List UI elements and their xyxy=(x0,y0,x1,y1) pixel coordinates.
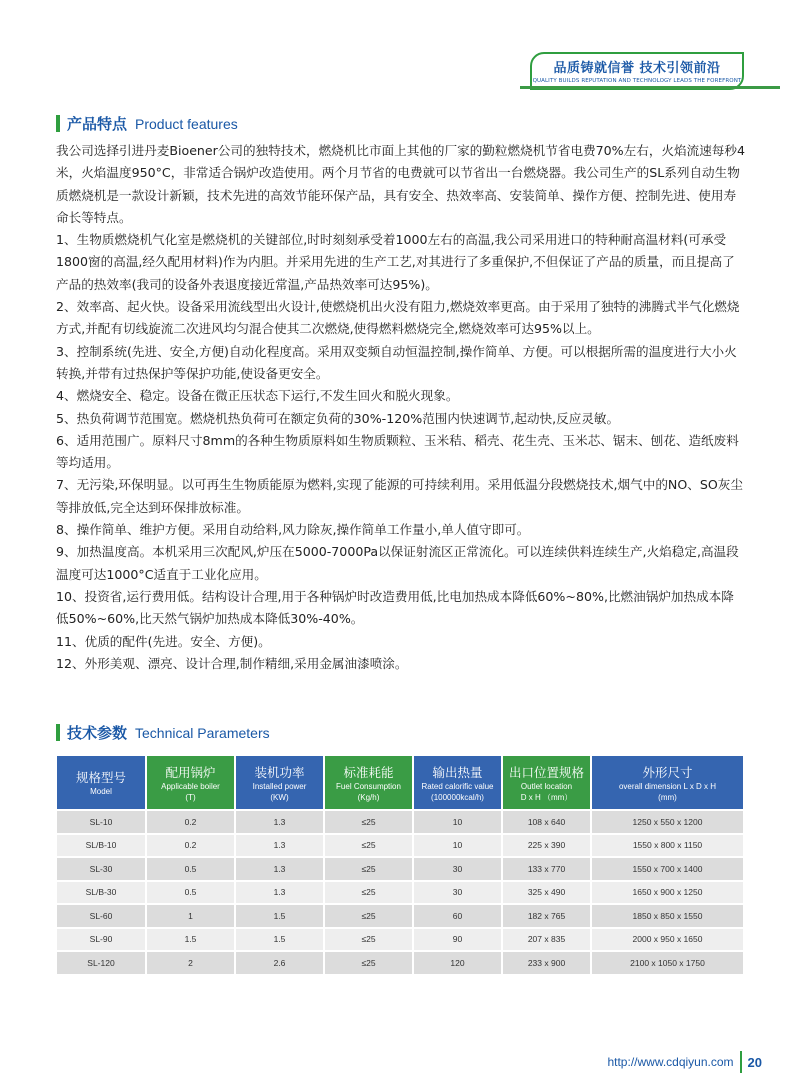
header-accent-bar xyxy=(520,86,780,89)
header-unit: D x H （mm） xyxy=(520,792,573,802)
table-cell: 120 xyxy=(413,951,502,974)
header-outlet xyxy=(502,756,591,810)
feature-paragraph: 我公司选择引进丹麦Bioener公司的独特技术，燃烧机比市面上其他的厂家的勤粒燃烧机节省电费70%左右，火焰流速每秒4米，火焰温度950°C，非常适合锅炉改造使用。两个月节省的电费就可以节省出一台燃烧器。我公司生产的SL系列自动生物质燃烧机是一款设计新颖，技术先进的高效节能环保产品，具有安全、热效率高、安装简单、操作方便、控制先进、使用寿命长等特点。 xyxy=(56,143,746,225)
slogan-badge xyxy=(530,52,744,90)
header-zh: 出口位置规格 xyxy=(508,764,584,780)
table-cell: 30 xyxy=(413,857,502,881)
header-zh: 外形尺寸 xyxy=(642,764,693,780)
header-model xyxy=(57,756,146,810)
table-cell: 60 xyxy=(413,904,502,928)
table-cell: SL-60 xyxy=(57,904,146,928)
table-cell: 0.5 xyxy=(146,857,235,881)
table-cell: 1 xyxy=(146,904,235,928)
feature-paragraph: 6、适用范围广。原料尺寸8mm的各种生物质原料如生物质颗粒、玉米秸、稻壳、花生壳、玉米芯、锯末、刨花、造纸废料等均适用。 xyxy=(56,432,739,471)
header-zh: 输出热量 xyxy=(432,764,483,780)
table-cell: 0.2 xyxy=(146,810,235,834)
table-cell: 2100 x 1050 x 1750 xyxy=(591,951,744,974)
table-cell: 1550 x 700 x 1400 xyxy=(591,857,744,881)
header-en: Model xyxy=(90,787,112,796)
feature-paragraph: 7、无污染,环保明显。以可再生生物质能原为燃料,实现了能源的可持续利用。采用低温分段燃烧技术,烟气中的NO、SO灰尘等排放低,完全达到环保排放标准。 xyxy=(56,477,743,515)
params-table xyxy=(57,756,745,974)
params-title-zh: 技术参数 xyxy=(67,724,128,742)
table-header-row xyxy=(57,756,744,810)
header-en: Rated calorific value xyxy=(421,781,494,791)
table-row xyxy=(57,928,744,952)
feature-paragraph: 12、外形美观、漂亮、设计合理,制作精细,采用金属油漆喷涂。 xyxy=(56,655,408,671)
header-dimension xyxy=(591,756,744,810)
table-cell: ≤25 xyxy=(324,928,413,952)
table-cell: 10 xyxy=(413,834,502,858)
header-unit: (KW) xyxy=(270,792,289,802)
feature-paragraph: 3、控制系统(先进、安全,方便)自动化程度高。采用双变频自动恒温控制,操作简单、方便。可以根据所需的温度进行大小火转换,并带有过热保护等保护功能,使设备更安全。 xyxy=(56,343,737,381)
params-heading xyxy=(56,722,270,743)
table-cell: 1550 x 800 x 1150 xyxy=(591,834,744,858)
table-cell: SL-10 xyxy=(57,810,146,834)
header-boiler xyxy=(146,756,235,810)
table-cell: 108 x 640 xyxy=(502,810,591,834)
feature-paragraph: 1、生物质燃烧机气化室是燃烧机的关键部位,时时刻刻承受着1000左右的高温,我公司采用进口的特种耐高温材料(可承受1800窗的高温,经久配用材料)作为内胆。并采用先进的生产工艺,对其进行了多重保护,不但保证了产品的质量，而且提高了产品的热效率(我司的设备外表退度接近常温,产品热效率可达95%)。 xyxy=(56,232,735,292)
header-zh: 标准耗能 xyxy=(343,764,394,780)
feature-paragraph: 4、燃烧安全、稳定。设备在微正压状态下运行,不发生回火和脱火现象。 xyxy=(56,388,459,404)
header-en: Applicable boiler xyxy=(161,781,220,791)
features-title-en: Product features xyxy=(135,115,238,132)
table-cell: 1.3 xyxy=(235,857,324,881)
features-body xyxy=(56,140,746,675)
table-cell: 1.3 xyxy=(235,810,324,834)
table-cell: SL-120 xyxy=(57,951,146,974)
heading-marker xyxy=(56,115,60,132)
table-cell: 1.3 xyxy=(235,834,324,858)
footer-divider xyxy=(740,1051,742,1073)
table-row xyxy=(57,951,744,974)
table-cell: ≤25 xyxy=(324,881,413,905)
table-cell: 1850 x 850 x 1550 xyxy=(591,904,744,928)
header-unit: (mm) xyxy=(658,792,677,802)
header-en: Installed power xyxy=(252,781,307,791)
header-zh: 装机功率 xyxy=(254,764,305,780)
table-cell: 10 xyxy=(413,810,502,834)
heading-marker xyxy=(56,724,60,741)
table-cell: 1.3 xyxy=(235,881,324,905)
feature-paragraph: 11、优质的配件(先进。安全、方便)。 xyxy=(56,633,271,649)
table-cell: 133 x 770 xyxy=(502,857,591,881)
table-cell: 1.5 xyxy=(235,928,324,952)
params-title-en: Technical Parameters xyxy=(135,724,270,741)
table-cell: 2000 x 950 x 1650 xyxy=(591,928,744,952)
table-row xyxy=(57,834,744,858)
table-cell: 30 xyxy=(413,881,502,905)
features-title-zh: 产品特点 xyxy=(67,115,128,133)
header-unit: (T) xyxy=(185,792,196,802)
features-heading xyxy=(56,113,238,134)
table-cell: 325 x 490 xyxy=(502,881,591,905)
feature-paragraph: 5、热负荷调节范围宽。燃烧机热负荷可在额定负荷的30%-120%范围内快速调节,起动快,反应灵敏。 xyxy=(56,410,620,426)
table-cell: 2.6 xyxy=(235,951,324,974)
page-number: 20 xyxy=(747,1054,762,1070)
table-cell: ≤25 xyxy=(324,834,413,858)
header-zh: 规格型号 xyxy=(75,770,126,785)
table-cell: 207 x 835 xyxy=(502,928,591,952)
header-fuel xyxy=(324,756,413,810)
header-unit: (100000kcal/h) xyxy=(431,792,484,802)
header-en-label: overall dimension xyxy=(618,781,682,791)
header-power xyxy=(235,756,324,810)
slogan-text: 品质铸就信誉 技术引领前沿 xyxy=(553,61,721,76)
header-en: Fuel Consumption xyxy=(336,781,401,791)
table-cell: SL/B-30 xyxy=(57,881,146,905)
table-cell: 1250 x 550 x 1200 xyxy=(591,810,744,834)
table-cell: SL-30 xyxy=(57,857,146,881)
table-cell: ≤25 xyxy=(324,951,413,974)
table-cell: SL-90 xyxy=(57,928,146,952)
table-cell: 182 x 765 xyxy=(502,904,591,928)
table-row xyxy=(57,881,744,905)
table-row xyxy=(57,857,744,881)
page-footer xyxy=(607,1051,762,1073)
header-en-axes: L x D x H xyxy=(683,781,717,791)
header-heat xyxy=(413,756,502,810)
table-cell: ≤25 xyxy=(324,857,413,881)
table-cell: 2 xyxy=(146,951,235,974)
table-cell: ≤25 xyxy=(324,810,413,834)
slogan-english: QUALITY BUILDS REPUTATION AND TECHNOLOGY LEADS THE FOREFRONT xyxy=(532,78,742,84)
table-cell: 0.2 xyxy=(146,834,235,858)
header-en xyxy=(594,781,741,792)
header-en: Outlet location xyxy=(520,781,573,791)
feature-paragraph: 9、加热温度高。本机采用三次配风,炉压在5000-7000Pa以保证射流区正常流化。可以连续供料连续生产,火焰稳定,高温段温度可达1000°C适直于工业化应用。 xyxy=(56,544,739,582)
table-cell: 0.5 xyxy=(146,881,235,905)
website-link[interactable]: http://www.cdqiyun.com xyxy=(607,1055,734,1069)
feature-paragraph: 8、操作简单、维护方便。采用自动给料,风力除灰,操作简单工作量小,单人值守即可。 xyxy=(56,522,530,538)
table-row xyxy=(57,810,744,834)
table-cell: SL/B-10 xyxy=(57,834,146,858)
table-cell: 233 x 900 xyxy=(502,951,591,974)
table-cell: 1.5 xyxy=(146,928,235,952)
header-zh: 配用锅炉 xyxy=(165,764,216,780)
table-row xyxy=(57,904,744,928)
feature-paragraph: 2、效率高、起火快。设备采用流线型出火设计,使燃烧机出火没有阻力,燃烧效率更高。由于采用了独特的沸腾式半气化燃烧方式,并配有切线旋流二次进风均匀混合使其二次燃烧,使得燃料燃烧完全,燃烧效率可达95%以上。 xyxy=(56,299,740,337)
table-cell: 1.5 xyxy=(235,904,324,928)
table-cell: 225 x 390 xyxy=(502,834,591,858)
table-cell: 90 xyxy=(413,928,502,952)
feature-paragraph: 10、投资省,运行费用低。结构设计合理,用于各种锅炉时改造费用低,比电加热成本降低60%~80%,比燃油锅炉加热成本降低50%~60%,比天然气锅炉加热成本降低30%-40%。 xyxy=(56,588,734,627)
table-cell: 1650 x 900 x 1250 xyxy=(591,881,744,905)
header-unit: (Kg/h) xyxy=(357,792,380,802)
table-cell: ≤25 xyxy=(324,904,413,928)
